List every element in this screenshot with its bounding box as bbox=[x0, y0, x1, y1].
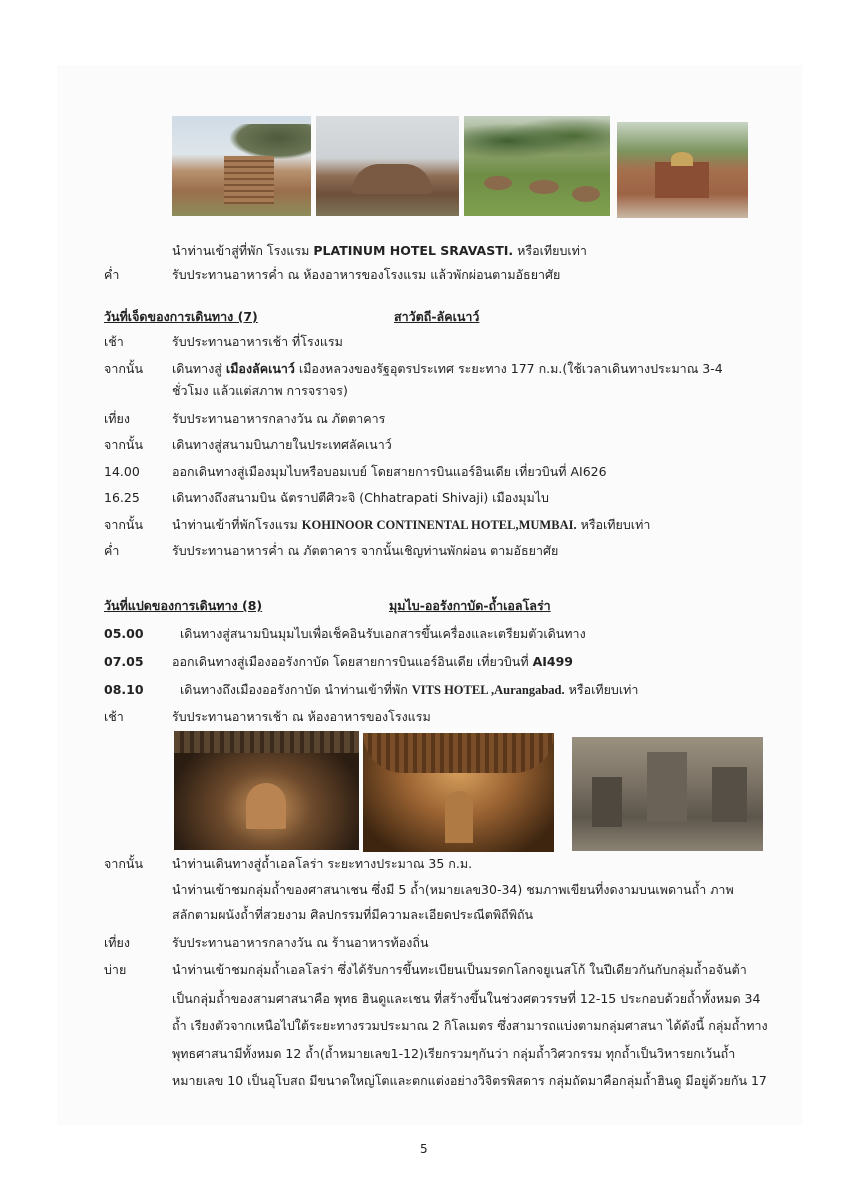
day8-after-line: นำท่านเข้าชมกลุ่มถ้ำของศาสนาเชน ซึ่งมี 5 ถ้ำ(หมายเลข30-34) ชมภาพเขียนที่งดงามบนเพดานถ้ำ ภาพ bbox=[172, 882, 734, 897]
day8-after-label: จากนั้น bbox=[104, 856, 144, 871]
ellora-cave-photo-1 bbox=[174, 731, 359, 850]
ellora-cave-photo-2 bbox=[363, 733, 554, 852]
day8-afternoon-line: หมายเลข 10 เป็นอุโบสถ มีขนาดใหญ่โตและตกแต่งอย่างวิจิตรพิสดาร กลุ่มถัดมาคือกลุ่มถ้ำฮินดู มีอยู่ด้วยกัน 17 bbox=[172, 1073, 767, 1088]
hotel-line-prefix: นำท่านเข้าสู่ที่พัก โรงแรม bbox=[172, 243, 310, 258]
day7-row-text: เดินทางสู่สนามบินภายในประเทศลัคเนาว์ bbox=[172, 437, 392, 452]
hotel-name: PLATINUM HOTEL SRAVASTI. bbox=[313, 243, 514, 258]
hotel-name: VITS HOTEL ,Aurangabad. bbox=[411, 683, 565, 697]
day7-row-pre: นำท่านเข้าที่พักโรงแรม bbox=[172, 517, 298, 532]
day8-afternoon-line: นำท่านเข้าชมกลุ่มถ้ำเอลโลร่า ซึ่งได้รับการขึ้นทะเบียนเป็นมรดกโลกจยูเนสโก้ ในปีเดียวกันกับกลุ่มถ้ำอจันต้า bbox=[172, 962, 747, 977]
day8-row-text: รับประทานอาหารเช้า ณ ห้องอาหารของโรงแรม bbox=[172, 709, 431, 724]
day7-row-label: 16.25 bbox=[104, 490, 140, 505]
stupa-photo-4 bbox=[617, 122, 748, 218]
day7-row-label: ค่ำ bbox=[104, 543, 120, 558]
day8-route: มุมไบ-ออรังกาบัด-ถ้ำเอลโลร่า bbox=[389, 598, 551, 613]
day8-afternoon-line: พุทธศาสนามีทั้งหมด 12 ถ้ำ(ถ้ำหมายเลข1-12)เรียกรวมๆกันว่า กลุ่มถ้ำวิศวกรรม ทุกถ้ำเป็นวิหารยกเว้นถ้ำ bbox=[172, 1046, 736, 1061]
stupa-photo-1 bbox=[172, 116, 311, 216]
day7-row-text bbox=[172, 517, 650, 533]
hotel-name: KOHINOOR CONTINENTAL HOTEL,MUMBAI. bbox=[301, 518, 577, 532]
hotel-line bbox=[172, 243, 587, 259]
day8-row-text bbox=[172, 654, 573, 670]
day8-row-label: 07.05 bbox=[104, 654, 144, 669]
day8-after-line: สลักตามผนังถ้ำที่สวยงาม ศิลปกรรมที่มีความละเอียดประณีตพิถีพิถัน bbox=[172, 907, 534, 922]
day8-row-pre: เดินทางถึงเมืองออรังกาบัด นำท่านเข้าที่พัก bbox=[180, 682, 408, 697]
day7-row-continuation: ชั่วโมง แล้วแต่สภาพ การจราจร) bbox=[172, 383, 348, 398]
day8-row-label: 08.10 bbox=[104, 682, 144, 697]
day7-route: สาวัตถี-ลัคเนาว์ bbox=[394, 309, 480, 324]
day8-row-label: 05.00 bbox=[104, 626, 144, 641]
day8-row-pre: ออกเดินทางสู่เมืองออรังกาบัด โดยสายการบินแอร์อินเดีย เที่ยวบินที่ bbox=[172, 654, 529, 669]
dinner-text: รับประทานอาหารค่ำ ณ ห้องอาหารของโรงแรม แล้วพักผ่อนตามอัธยาศัย bbox=[172, 267, 561, 282]
hotel-line-suffix: หรือเทียบเท่า bbox=[517, 243, 587, 258]
day8-lunch-text: รับประทานอาหารกลางวัน ณ ร้านอาหารท้องถิ่น bbox=[172, 935, 429, 950]
day8-lunch-label: เที่ยง bbox=[104, 935, 130, 950]
day7-row-rest: เมืองหลวงของรัฐอุตรประเทศ ระยะทาง 177 ก.ม.(ใช้เวลาเดินทางประมาณ 3-4 bbox=[298, 361, 723, 376]
day8-row-text: เดินทางสู่สนามบินมุมไบเพื่อเช็คอินรับเอกสารขึ้นเครื่องและเตรียมตัวเดินทาง bbox=[180, 626, 586, 641]
day7-heading: วันที่เจ็ดของการเดินทาง (7) bbox=[104, 309, 258, 324]
day7-row-label: จากนั้น bbox=[104, 361, 144, 376]
day8-heading: วันที่แปดของการเดินทาง (8) bbox=[104, 598, 263, 613]
stupa-photo-3 bbox=[464, 116, 610, 216]
dinner-label: ค่ำ bbox=[104, 267, 120, 282]
day7-row-text bbox=[172, 361, 723, 377]
day8-row-label: เช้า bbox=[104, 709, 124, 724]
day7-row-rest: หรือเทียบเท่า bbox=[580, 517, 651, 532]
day8-row-text bbox=[180, 682, 638, 698]
day8-afternoon-line: ถ้ำ เรียงตัวจากเหนือไปใต้ระยะทางรวมประมาณ 2 กิโลเมตร ซึ่งสามารถแบ่งตามกลุ่มศาสนา ได้ดังนี้ กลุ่มถ้ำทาง bbox=[172, 1018, 768, 1033]
stupa-photo-2 bbox=[316, 116, 459, 216]
day8-afternoon-line: เป็นกลุ่มถ้ำของสามศาสนาคือ พุทธ ฮินดูและเชน ที่สร้างขึ้นในช่วงศตวรรษที่ 12-15 ประกอบด้วยถ้ำทั้งหมด 34 bbox=[172, 991, 761, 1006]
day7-row-label: จากนั้น bbox=[104, 517, 144, 532]
ellora-cave-photo-3 bbox=[572, 737, 763, 851]
flight-number: AI499 bbox=[532, 654, 573, 669]
day7-row-pre: เดินทางสู่ bbox=[172, 361, 222, 376]
destination-lucknow: เมืองลัคเนาว์ bbox=[225, 361, 295, 376]
day7-row-text: รับประทานอาหารกลางวัน ณ ภัตตาคาร bbox=[172, 411, 386, 426]
day8-after-line: นำท่านเดินทางสู่ถ้ำเอลโลร่า ระยะทางประมาณ 35 ก.ม. bbox=[172, 856, 473, 871]
day7-row-text: รับประทานอาหารค่ำ ณ ภัตตาคาร จากนั้นเชิญท่านพักผ่อน ตามอัธยาศัย bbox=[172, 543, 559, 558]
page-number: 5 bbox=[420, 1142, 428, 1156]
day7-row-text: เดินทางถึงสนามบิน ฉัตราปตีศิวะจิ (Chhatrapati Shivaji) เมืองมุมไบ bbox=[172, 490, 549, 505]
day7-row-label: เที่ยง bbox=[104, 411, 130, 426]
day7-row-text: ออกเดินทางสู่เมืองมุมไบหรือบอมเบย์ โดยสายการบินแอร์อินเดีย เที่ยวบินที่ AI626 bbox=[172, 464, 607, 479]
day8-row-rest: หรือเทียบเท่า bbox=[568, 682, 639, 697]
day7-row-label: 14.00 bbox=[104, 464, 140, 479]
day8-afternoon-label: บ่าย bbox=[104, 962, 127, 977]
day7-row-label: เช้า bbox=[104, 334, 124, 349]
day7-row-label: จากนั้น bbox=[104, 437, 144, 452]
day7-row-text: รับประทานอาหารเช้า ที่โรงแรม bbox=[172, 334, 343, 349]
